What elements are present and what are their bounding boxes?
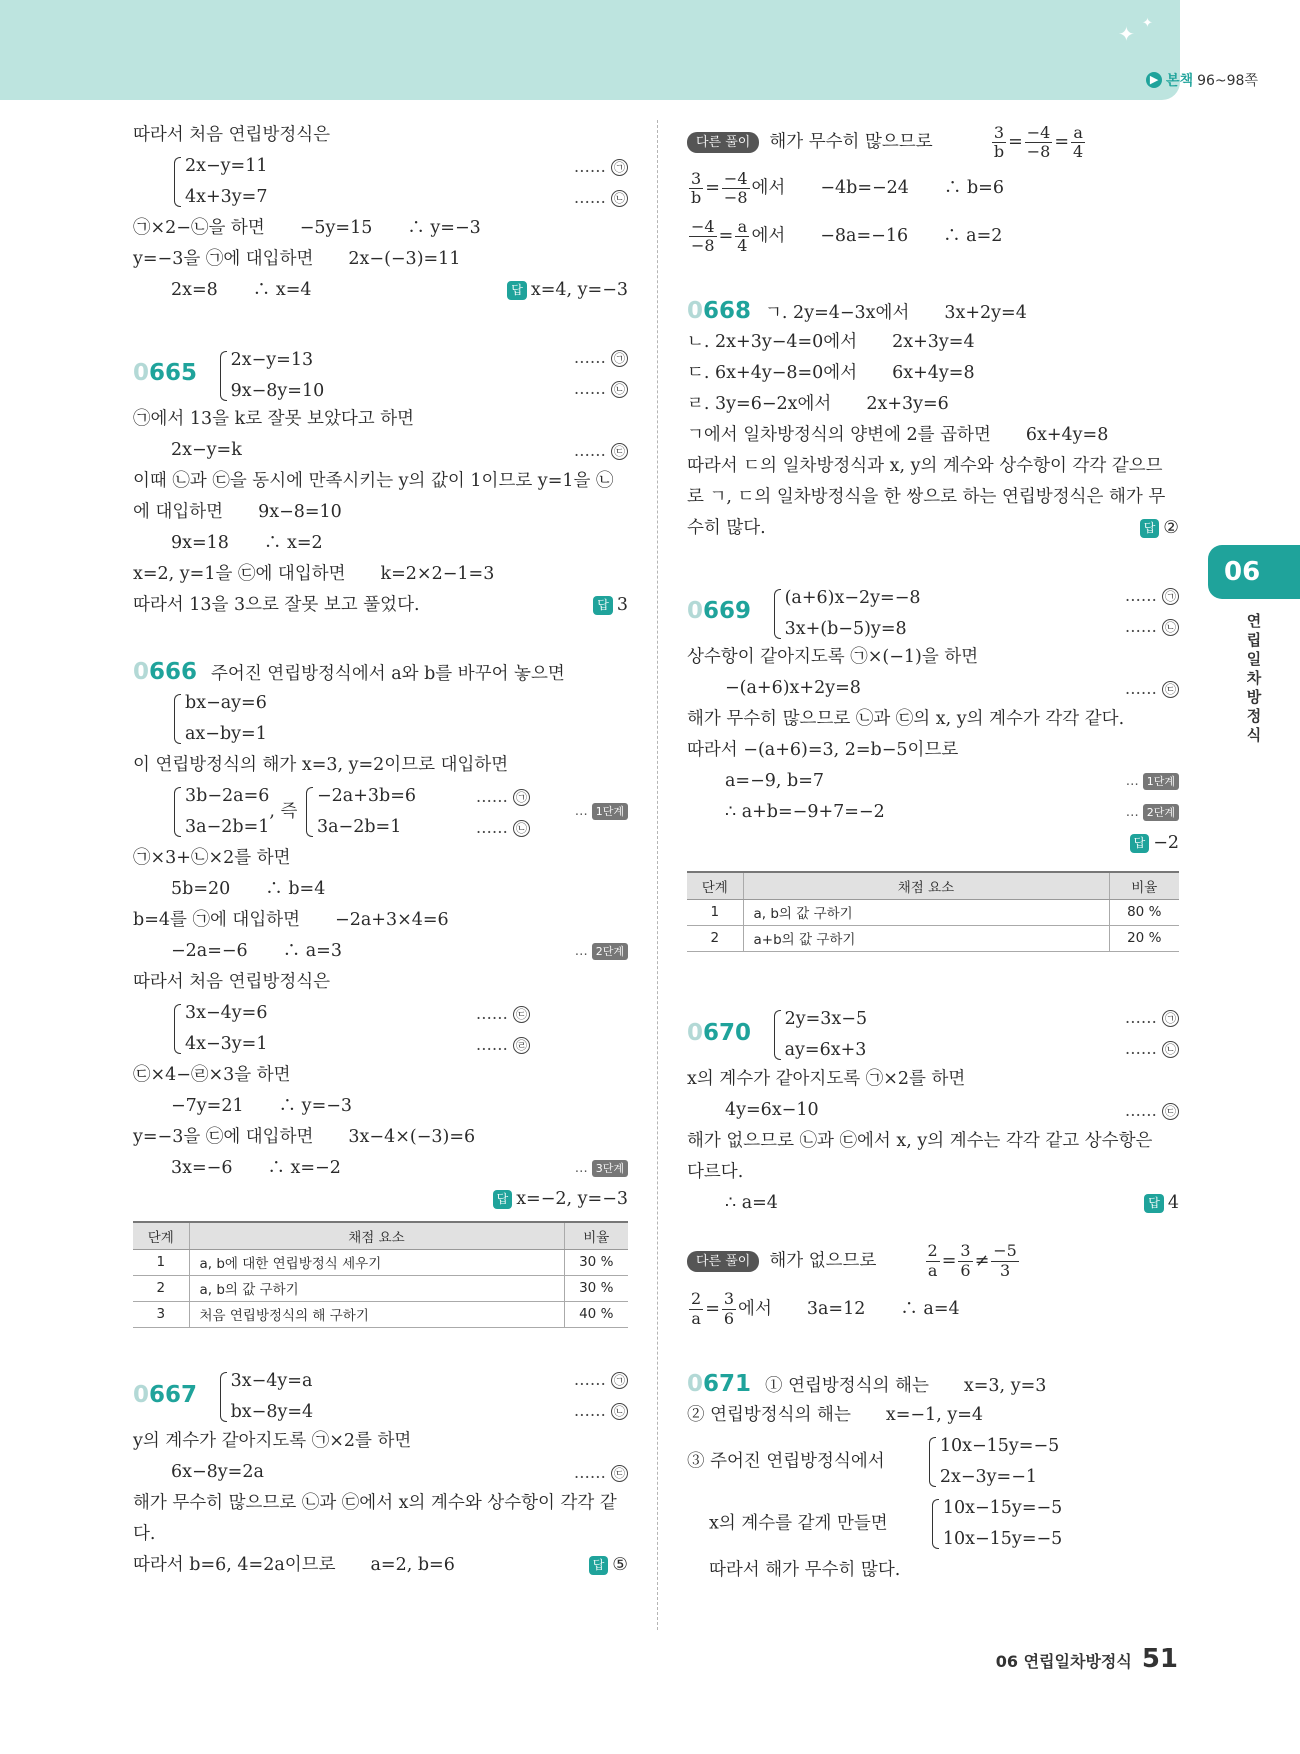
solution-line: 수히 많다. 답 ② (687, 513, 1179, 544)
solution-line: $\frac{-4}{-8}$ = $\frac{a}{4}$ 에서 −8a=−16 ∴ a=2 (691, 216, 1003, 255)
problem-0665: 0665 2x−y=13 9x−8y=10 …… ㉠ …… ㉡ (133, 342, 628, 404)
left-column (133, 120, 628, 1581)
solution-line: ㄷ. 6x+4y−8=0에서 6x+4y=8 (687, 363, 975, 383)
solution-line: 해가 없으므로 ㉡과 ㉢에서 x, y의 계수는 각각 같고 상수항은 (687, 1130, 1153, 1151)
problem-number: 0668 (687, 298, 752, 324)
chapter-title: 연립일차방정식 (1246, 612, 1262, 744)
solution-line: ㄴ. 2x+3y−4=0에서 2x+3y=4 (687, 332, 975, 352)
sparkle-icon: ✦ (1118, 22, 1135, 46)
solution-line: 따라서 13을 3으로 잘못 보고 풀었다. 답 3 (133, 590, 628, 621)
step-marker: … 1단계 (575, 796, 628, 827)
ref-book: 본책 (1166, 73, 1194, 89)
problem-number: 0667 (133, 1381, 198, 1408)
solution-line: $\frac{2}{a}$ = $\frac{3}{6}$ 에서 3a=12 ∴ a=4 (691, 1289, 960, 1328)
solution-line: 상수항이 같아지도록 ㉠×(−1)을 하면 (687, 647, 979, 667)
solution-line: $\frac{3}{b}$ = $\frac{-4}{-8}$ 에서 −4b=−24 ∴ b=6 (691, 168, 1004, 207)
system-brace: bx−ay=6 ax−by=1 (171, 688, 267, 750)
solution-line: 따라서 −(a+6)=3, 2=b−5이므로 (687, 740, 959, 760)
equation-system: 3x−4y=6 4x−3y=1 …… ㉢ …… ㉣ (133, 998, 628, 1060)
answer: 답 ⑤ (589, 1550, 628, 1581)
solution-line: x의 계수를 같게 만들면 10x−15y=−5 10x−15y=−5 (687, 1493, 1179, 1555)
solution-line: 2x−y=k …… ㉢ (133, 435, 628, 466)
solution-line: −(a+6)x+2y=8 …… ㉢ (687, 673, 1179, 704)
textbook-reference (1146, 70, 1258, 90)
system-brace: 2x−y=13 9x−8y=10 (217, 345, 325, 407)
scoring-table: 단계 채점 요소 비율 1 a, b에 대한 연립방정식 세우기 30 % 2 a, b의 값 구하기 30 % 3 처음 연립방정식의 해 구하기 40 % (133, 1221, 628, 1328)
footer-title: 06 연립일차방정식 (995, 1652, 1132, 1671)
step-marker: … 3단계 (575, 1153, 628, 1184)
solution-line: ㉠×2−㉡을 하면 −5y=15 ∴ y=−3 (133, 218, 481, 238)
solution-line: 따라서 b=6, 4=2a이므로 a=2, b=6 답 ⑤ (133, 1550, 628, 1581)
solution-line: ∴ a=4 답 4 (687, 1188, 1179, 1219)
scoring-table: 단계 채점 요소 비율 1 a, b의 값 구하기 80 % 2 a+b의 값 구하기 20 % (687, 871, 1179, 952)
problem-number: 0666 (133, 659, 198, 685)
solution-line: ㉢×4−㉣×3을 하면 (133, 1065, 291, 1085)
solution-line: 해가 무수히 많으므로 ㉡과 ㉢의 x, y의 계수가 각각 같다. (687, 709, 1125, 729)
chapter-tab: 06 (1208, 545, 1300, 599)
solution-line: 에 대입하면 9x−8=10 (133, 502, 342, 522)
solution-line: 6x−8y=2a …… ㉢ (133, 1457, 628, 1488)
alt-solution-badge: 다른 풀이 (687, 1251, 759, 1272)
step-marker: … 2단계 (575, 936, 628, 967)
answer-badge: 답 (507, 281, 527, 300)
table-row: 1 a, b의 값 구하기 80 % (687, 899, 1179, 925)
page-footer (996, 1644, 1178, 1674)
answer: 답 x=4, y=−3 (507, 275, 628, 306)
right-column (687, 120, 1179, 1586)
arrow-right-icon: ▶ (1146, 72, 1162, 88)
problem-0669: 0669 (a+6)x−2y=−8 3x+(b−5)y=8 …… ㉠ …… ㉡ (687, 580, 1179, 642)
solution-line: ㉠×3+㉡×2를 하면 (133, 848, 291, 868)
solution-line: 해가 무수히 많으므로 ㉡과 ㉢에서 x의 계수와 상수항이 각각 같 (133, 1492, 617, 1513)
table-row: 2 a, b의 값 구하기 30 % (133, 1275, 628, 1301)
solution-line: 따라서 해가 무수히 많다. (709, 1559, 901, 1580)
problem-0670: 0670 2y=3x−5 ay=6x+3 …… ㉠ …… ㉡ (687, 1002, 1179, 1064)
solution-line: −7y=21 ∴ y=−3 (171, 1096, 353, 1116)
equation-system: 2x−y=11 4x+3y=7 …… ㉠ …… ㉡ (133, 151, 628, 213)
answer-line (133, 1184, 628, 1215)
solution-line: 5b=20 ∴ b=4 (171, 879, 326, 899)
problem-number: 0665 (133, 360, 198, 386)
solution-line: b=4를 ㉠에 대입하면 −2a+3×4=6 (133, 910, 449, 930)
equation-system (133, 688, 628, 750)
solution-line: a=−9, b=7 … 1단계 (687, 766, 1179, 797)
problem-number: 0669 (687, 598, 752, 624)
solution-line: 3x=−6 ∴ x=−2 … 3단계 (133, 1153, 628, 1184)
solution-line: y의 계수가 같아지도록 ㉠×2를 하면 (133, 1430, 412, 1451)
solution-line: 따라서 처음 연립방정식은 (133, 125, 331, 145)
solution-line: 9x=18 ∴ x=2 (171, 533, 323, 553)
solution-line: 2x=8 ∴ x=4 답 x=4, y=−3 (133, 275, 628, 306)
solution-line: y=−3을 ㉠에 대입하면 2x−(−3)=11 (133, 249, 461, 269)
solution-line: 4y=6x−10 …… ㉢ (687, 1095, 1179, 1126)
answer: 답 −2 (1130, 828, 1179, 859)
solution-line: 따라서 ㄷ의 일차방정식과 x, y의 계수와 상수항이 각각 같으므 (687, 456, 1163, 476)
solution-line: ③ 주어진 연립방정식에서 10x−15y=−5 2x−3y=−1 (687, 1431, 1179, 1493)
alt-solution-badge: 다른 풀이 (687, 132, 759, 153)
system-brace: 2x−y=11 4x+3y=7 (171, 151, 267, 213)
table-row: 2 a+b의 값 구하기 20 % (687, 925, 1179, 951)
solution-line: 다. (133, 1523, 156, 1544)
solution-line: 이 연립방정식의 해가 x=3, y=2이므로 대입하면 (133, 755, 509, 775)
column-divider (657, 120, 658, 1630)
alt-solution: 다른 풀이 해가 없으므로 $\frac{2}{a}$ = $\frac{3}{6}$ ≠ $\frac{-5}{3}$ (687, 1237, 1179, 1285)
step-marker: … 1단계 (1126, 766, 1179, 797)
solution-line: x의 계수가 같아지도록 ㉠×2를 하면 (687, 1068, 966, 1089)
problem-number: 0671 (687, 1370, 752, 1397)
solution-line: 따라서 처음 연립방정식은 (133, 972, 331, 992)
table-row: 3 처음 연립방정식의 해 구하기 40 % (133, 1301, 628, 1327)
problem-number: 0670 (687, 1019, 752, 1046)
answer-line (687, 828, 1179, 859)
alt-solution: 다른 풀이 해가 무수히 많으므로 $\frac{3}{b}$ = $\frac{-4}{-8}$ = $\frac{a}{4}$ (687, 120, 1179, 164)
solution-line: x=2, y=1을 ㉢에 대입하면 k=2×2−1=3 (133, 564, 495, 584)
solution-line: ㄱ에서 일차방정식의 양변에 2를 곱하면 6x+4y=8 (687, 425, 1109, 445)
solution-line: ∴ a+b=−9+7=−2 … 2단계 (687, 797, 1179, 828)
problem-0666: 0666 주어진 연립방정식에서 a와 b를 바꾸어 놓으면 (133, 659, 565, 685)
table-row: 1 a, b에 대한 연립방정식 세우기 30 % (133, 1249, 628, 1275)
answer: 답 3 (593, 590, 628, 621)
problem-0667: 0667 3x−4y=a bx−8y=4 …… ㉠ …… ㉡ (133, 1364, 628, 1426)
solution-line: 이때 ㉡과 ㉢을 동시에 만족시키는 y의 값이 1이므로 y=1을 ㉡ (133, 471, 614, 491)
answer: 답 4 (1144, 1188, 1179, 1219)
answer: 답 x=−2, y=−3 (493, 1184, 628, 1215)
step-marker: … 2단계 (1126, 797, 1179, 828)
solution-line: 다르다. (687, 1161, 744, 1182)
page-number: 51 (1141, 1644, 1178, 1674)
ref-pages: 96~98쪽 (1197, 73, 1258, 89)
problem-0668: 0668 ㄱ. 2y=4−3x에서 3x+2y=4 (687, 298, 1027, 324)
solution-line: −2a=−6 ∴ a=3 … 2단계 (133, 936, 628, 967)
answer: 답 ② (1140, 513, 1179, 544)
header-band (0, 0, 1180, 100)
solution-line: 로 ㄱ, ㄷ의 일차방정식을 한 쌍으로 하는 연립방정식은 해가 무 (687, 487, 1166, 507)
sparkle-icon: ✦ (1142, 16, 1153, 31)
solution-line: ㉠에서 13을 k로 잘못 보았다고 하면 (133, 409, 415, 429)
solution-line: y=−3을 ㉢에 대입하면 3x−4×(−3)=6 (133, 1127, 476, 1147)
solution-line: ② 연립방정식의 해는 x=−1, y=4 (687, 1404, 984, 1425)
problem-0671: 0671 ① 연립방정식의 해는 x=3, y=3 (687, 1370, 1047, 1397)
solution-line: ㄹ. 3y=6−2x에서 2x+3y=6 (687, 394, 949, 414)
equation-system: 3b−2a=6 3a−2b=1 , 즉 −2a+3b=6 3a−2b=1 …… ㉠ …… ㉡ … 1단계 (133, 781, 628, 843)
